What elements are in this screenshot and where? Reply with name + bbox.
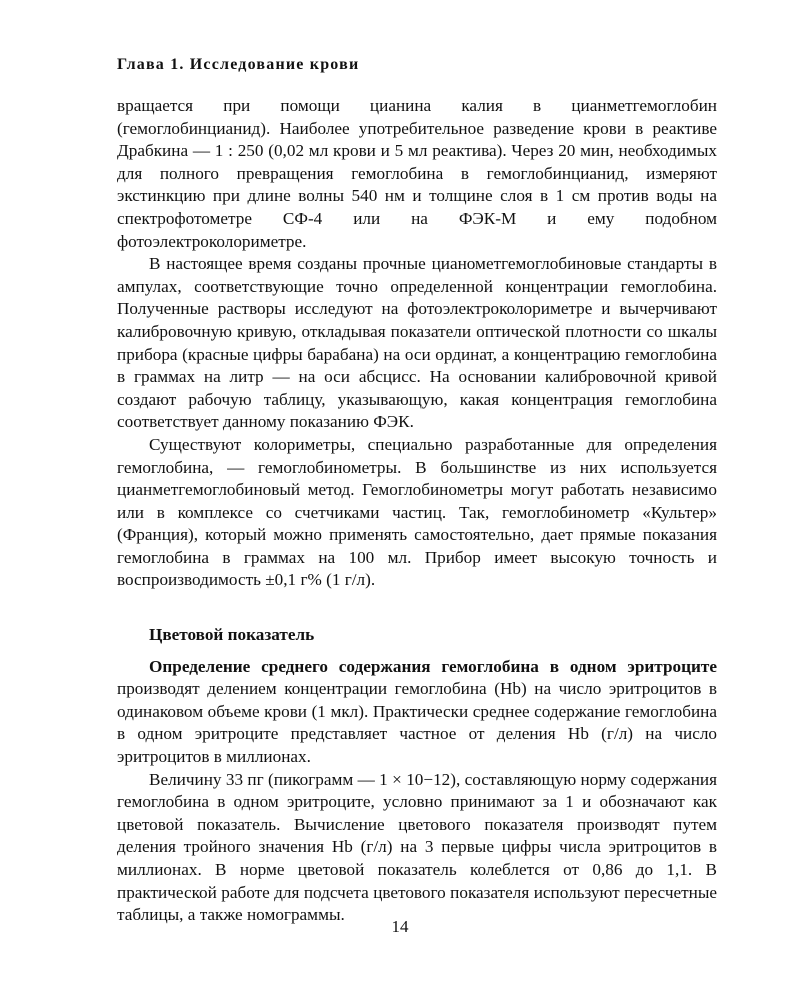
chapter-header: Глава 1. Исследование крови [117, 56, 360, 73]
definition-term: Определение среднего содержания гемоглобина в одном эритроците [149, 656, 717, 676]
section-lead-paragraph [117, 656, 717, 769]
section-heading: Цветовой показатель [149, 625, 315, 645]
page-body [117, 95, 717, 927]
body-paragraph: вращается при помощи цианина калия в цианметгемоглобин (гемоглобинцианид). Наиболее употребительное разведение крови в реактиве Драбкина — 1 : 250 (0,02 мл крови и 5 мл реактива). Через 20 мин, необходимых для полного превращения гемоглобина в гемоглобинцианид, измеряют экстинкцию при длине волны 540 нм и толщине слоя в 1 см против воды на спектрофотометре СФ-4 или на ФЭК-М и ему подобном фотоэлектроколориметре. [117, 96, 717, 251]
page-number: 14 [391, 917, 409, 936]
body-paragraph: В настоящее время созданы прочные цианометгемоглобиновые стандарты в ампулах, соответствующие точно определенной концентрации гемоглобина. Полученные растворы исследуют на фотоэлектроколориметре и вычерчивают калибровочную кривую, откладывая показатели оптической плотности со шкалы прибора (красные цифры барабана) на оси ординат, а концентрацию гемоглобина в граммах на литр — на оси абсцисс. На основании калибровочной кривой создают рабочую таблицу, указывающую, какая концентрация гемоглобина соответствует данному показанию ФЭК. [117, 254, 717, 432]
body-paragraph: Величину 33 пг (пикограмм — 1 × 10−12), составляющую норму содержания гемоглобина в одном эритроците, условно принимают за 1 и обозначают как цветовой показатель. Вычисление цветового показателя производят путем деления тройного значения Hb (г/л) на 3 первые цифры числа эритроцитов в миллионах. В норме цветовой показатель колеблется от 0,86 до 1,1. В практической работе для подсчета цветового показателя используют пересчетные таблицы, а также номограммы. [117, 769, 717, 925]
body-paragraph: Существуют колориметры, специально разработанные для определения гемоглобина, — гемоглобинометры. В большинстве из них используется цианметгемоглобиновый метод. Гемоглобинометры могут работать независимо или в комплексе со счетчиками частиц. Так, гемоглобинометр «Культер» (Франция), который можно применять самостоятельно, дает прямые показания гемоглобина в граммах на 100 мл. Прибор имеет высокую точность и воспроизводимость ±0,1 г% (1 г/л). [117, 434, 717, 590]
definition-text: производят делением концентрации гемоглобина (Hb) на число эритроцитов в одинаковом объеме крови (1 мкл). Практически среднее содержание гемоглобина в одном эритроците представляет частное от деления Hb (г/л) на число эритроцитов в миллионах. [117, 679, 717, 767]
